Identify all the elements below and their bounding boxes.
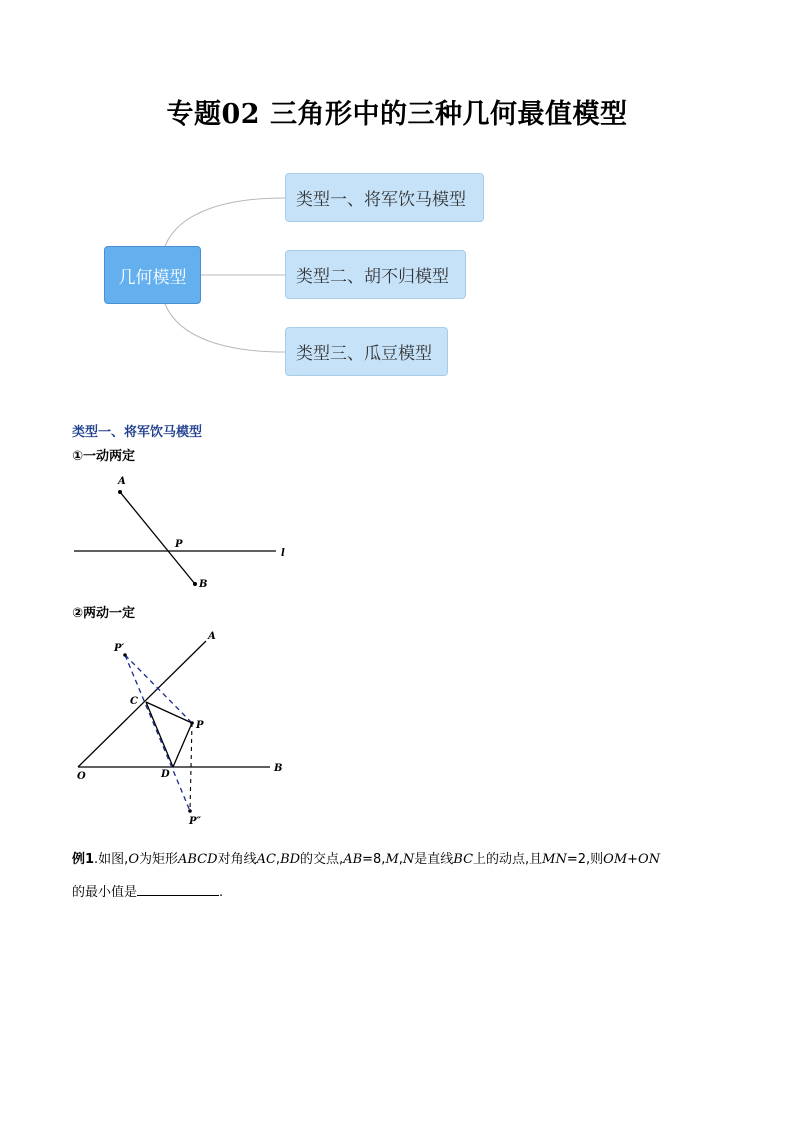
label-C: C	[130, 696, 138, 707]
example-text: ,	[398, 852, 403, 867]
mind-map-node-type2: 类型二、胡不归模型	[285, 250, 466, 299]
point-P2	[188, 809, 192, 813]
mind-map-node-type3: 类型三、瓜豆模型	[285, 327, 448, 376]
example-text: =8,	[362, 852, 386, 867]
example-text: =2,则	[566, 852, 604, 867]
example-text: 的交点,	[300, 852, 344, 867]
mind-map-node-type1: 类型一、将军饮马模型	[285, 173, 484, 222]
example-var: O	[128, 852, 139, 867]
label-l: l	[281, 548, 285, 559]
label-A: A	[208, 631, 216, 642]
example-var: ON	[638, 852, 661, 867]
example-var: BD	[280, 852, 301, 867]
example-var: AB	[343, 852, 363, 867]
label-A: A	[118, 476, 126, 487]
example-1	[72, 843, 732, 909]
example-var: ABCD	[178, 852, 218, 867]
example-var: OM	[603, 852, 628, 867]
example-text: 上的动点,且	[473, 852, 543, 867]
example-var: BC	[453, 852, 474, 867]
mind-map-root: 几何模型	[104, 246, 201, 304]
example-var: MN	[542, 852, 567, 867]
connector-3	[165, 304, 285, 352]
label-P-double-prime: P″	[189, 816, 201, 827]
label-P: P	[196, 720, 204, 731]
point-P	[190, 721, 194, 725]
example-var: AC	[256, 852, 276, 867]
segment-AB	[120, 492, 195, 584]
connector-1	[165, 198, 285, 246]
label-D: D	[161, 769, 170, 780]
point-A	[118, 490, 122, 494]
segment-CD	[146, 702, 173, 767]
example-text: .	[219, 885, 224, 900]
figure-two-moving-one-fixed	[0, 625, 320, 835]
example-text: .如图,	[94, 852, 129, 867]
example-var: M	[385, 852, 399, 867]
label-O: O	[77, 771, 86, 782]
case-one-moving-two-fixed: ①一动两定	[72, 449, 136, 464]
label-B: B	[199, 579, 208, 590]
answer-blank	[137, 881, 219, 896]
page-title: 专题02 三角形中的三种几何最值模型	[166, 99, 628, 130]
example-text: 是直线	[414, 852, 454, 867]
figure-one-moving-two-fixed	[0, 470, 320, 600]
mind-map	[0, 160, 794, 390]
dashed-P1-P2	[125, 655, 190, 811]
case-two-moving-one-fixed: ②两动一定	[72, 606, 136, 621]
section-heading: 类型一、将军饮马模型	[72, 425, 203, 440]
point-B	[193, 582, 197, 586]
label-B: B	[274, 763, 283, 774]
label-P-prime: P′	[114, 643, 125, 654]
ray-OA	[78, 641, 206, 767]
example-text: 为矩形	[138, 852, 178, 867]
segment-DP	[173, 723, 192, 767]
label-P: P	[175, 539, 183, 550]
example-var: N	[402, 852, 415, 867]
example-text: +	[627, 852, 639, 867]
example-text: 的最小值是	[72, 885, 138, 900]
example-text: 对角线	[217, 852, 257, 867]
example-label: 例1	[72, 852, 95, 867]
example-text: ,	[275, 852, 281, 867]
